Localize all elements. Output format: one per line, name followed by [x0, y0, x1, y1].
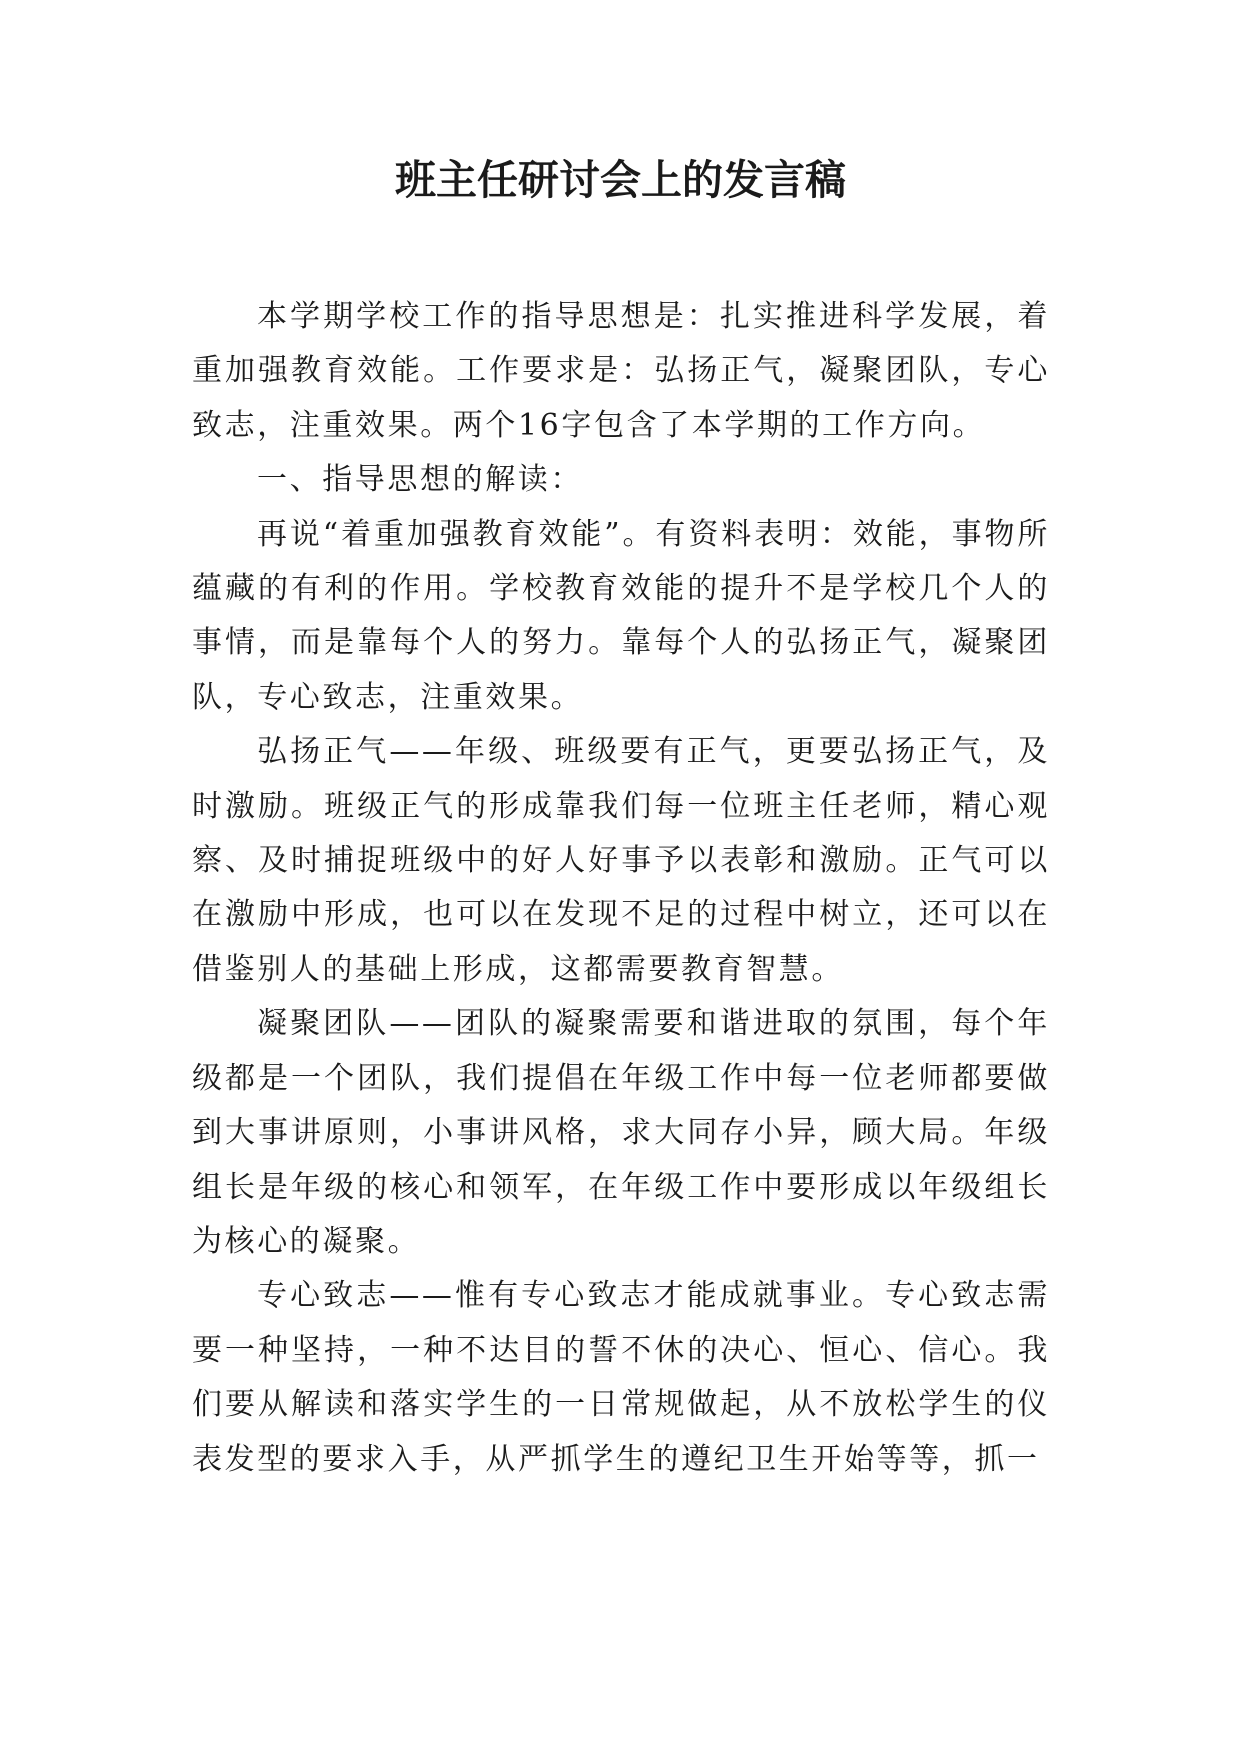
section-heading-interpretation: 一、指导思想的解读： — [257, 462, 583, 498]
paragraph-promote-righteousness: 弘扬正气——年级、班级要有正气，更要弘扬正气，及时激励。班级正气的形成靠我们每一位班主任老师，精心观察、及时捕捉班级中的好人好事予以表彰和激励。正气可以在激励中形成，也可以在发现不足的过程中树立，还可以在借鉴别人的基础上形成，这都需要教育智慧。 — [192, 734, 1050, 987]
paragraph-unite-team: 凝聚团队——团队的凝聚需要和谐进取的氛围，每个年级都是一个团队，我们提倡在年级工作中每一位老师都要做到大事讲原则，小事讲风格，求大同存小异，顾大局。年级组长是年级的核心和领军，在年级工作中要形成以年级组长为核心的凝聚。 — [192, 1006, 1050, 1259]
document-title: 班主任研讨会上的发言稿 — [395, 156, 846, 204]
document-body — [192, 290, 1050, 1487]
paragraph-concentration: 专心致志——惟有专心致志才能成就事业。专心致志需要一种坚持，一种不达目的誓不休的决心、恒心、信心。我们要从解读和落实学生的一日常规做起，从不放松学生的仪表发型的要求入手，从严抓学生的遵纪卫生开始等等，抓一 — [192, 1278, 1050, 1477]
paragraph-education-efficiency: 再说“着重加强教育效能”。有资料表明：效能，事物所蕴藏的有利的作用。学校教育效能的提升不是学校几个人的事情，而是靠每个人的努力。靠每个人的弘扬正气，凝聚团队，专心致志，注重效果。 — [192, 516, 1050, 715]
paragraph-guiding-thought: 本学期学校工作的指导思想是：扎实推进科学发展，着重加强教育效能。工作要求是：弘扬正气，凝聚团队，专心致志，注重效果。两个16字包含了本学期的工作方向。 — [192, 299, 1050, 443]
